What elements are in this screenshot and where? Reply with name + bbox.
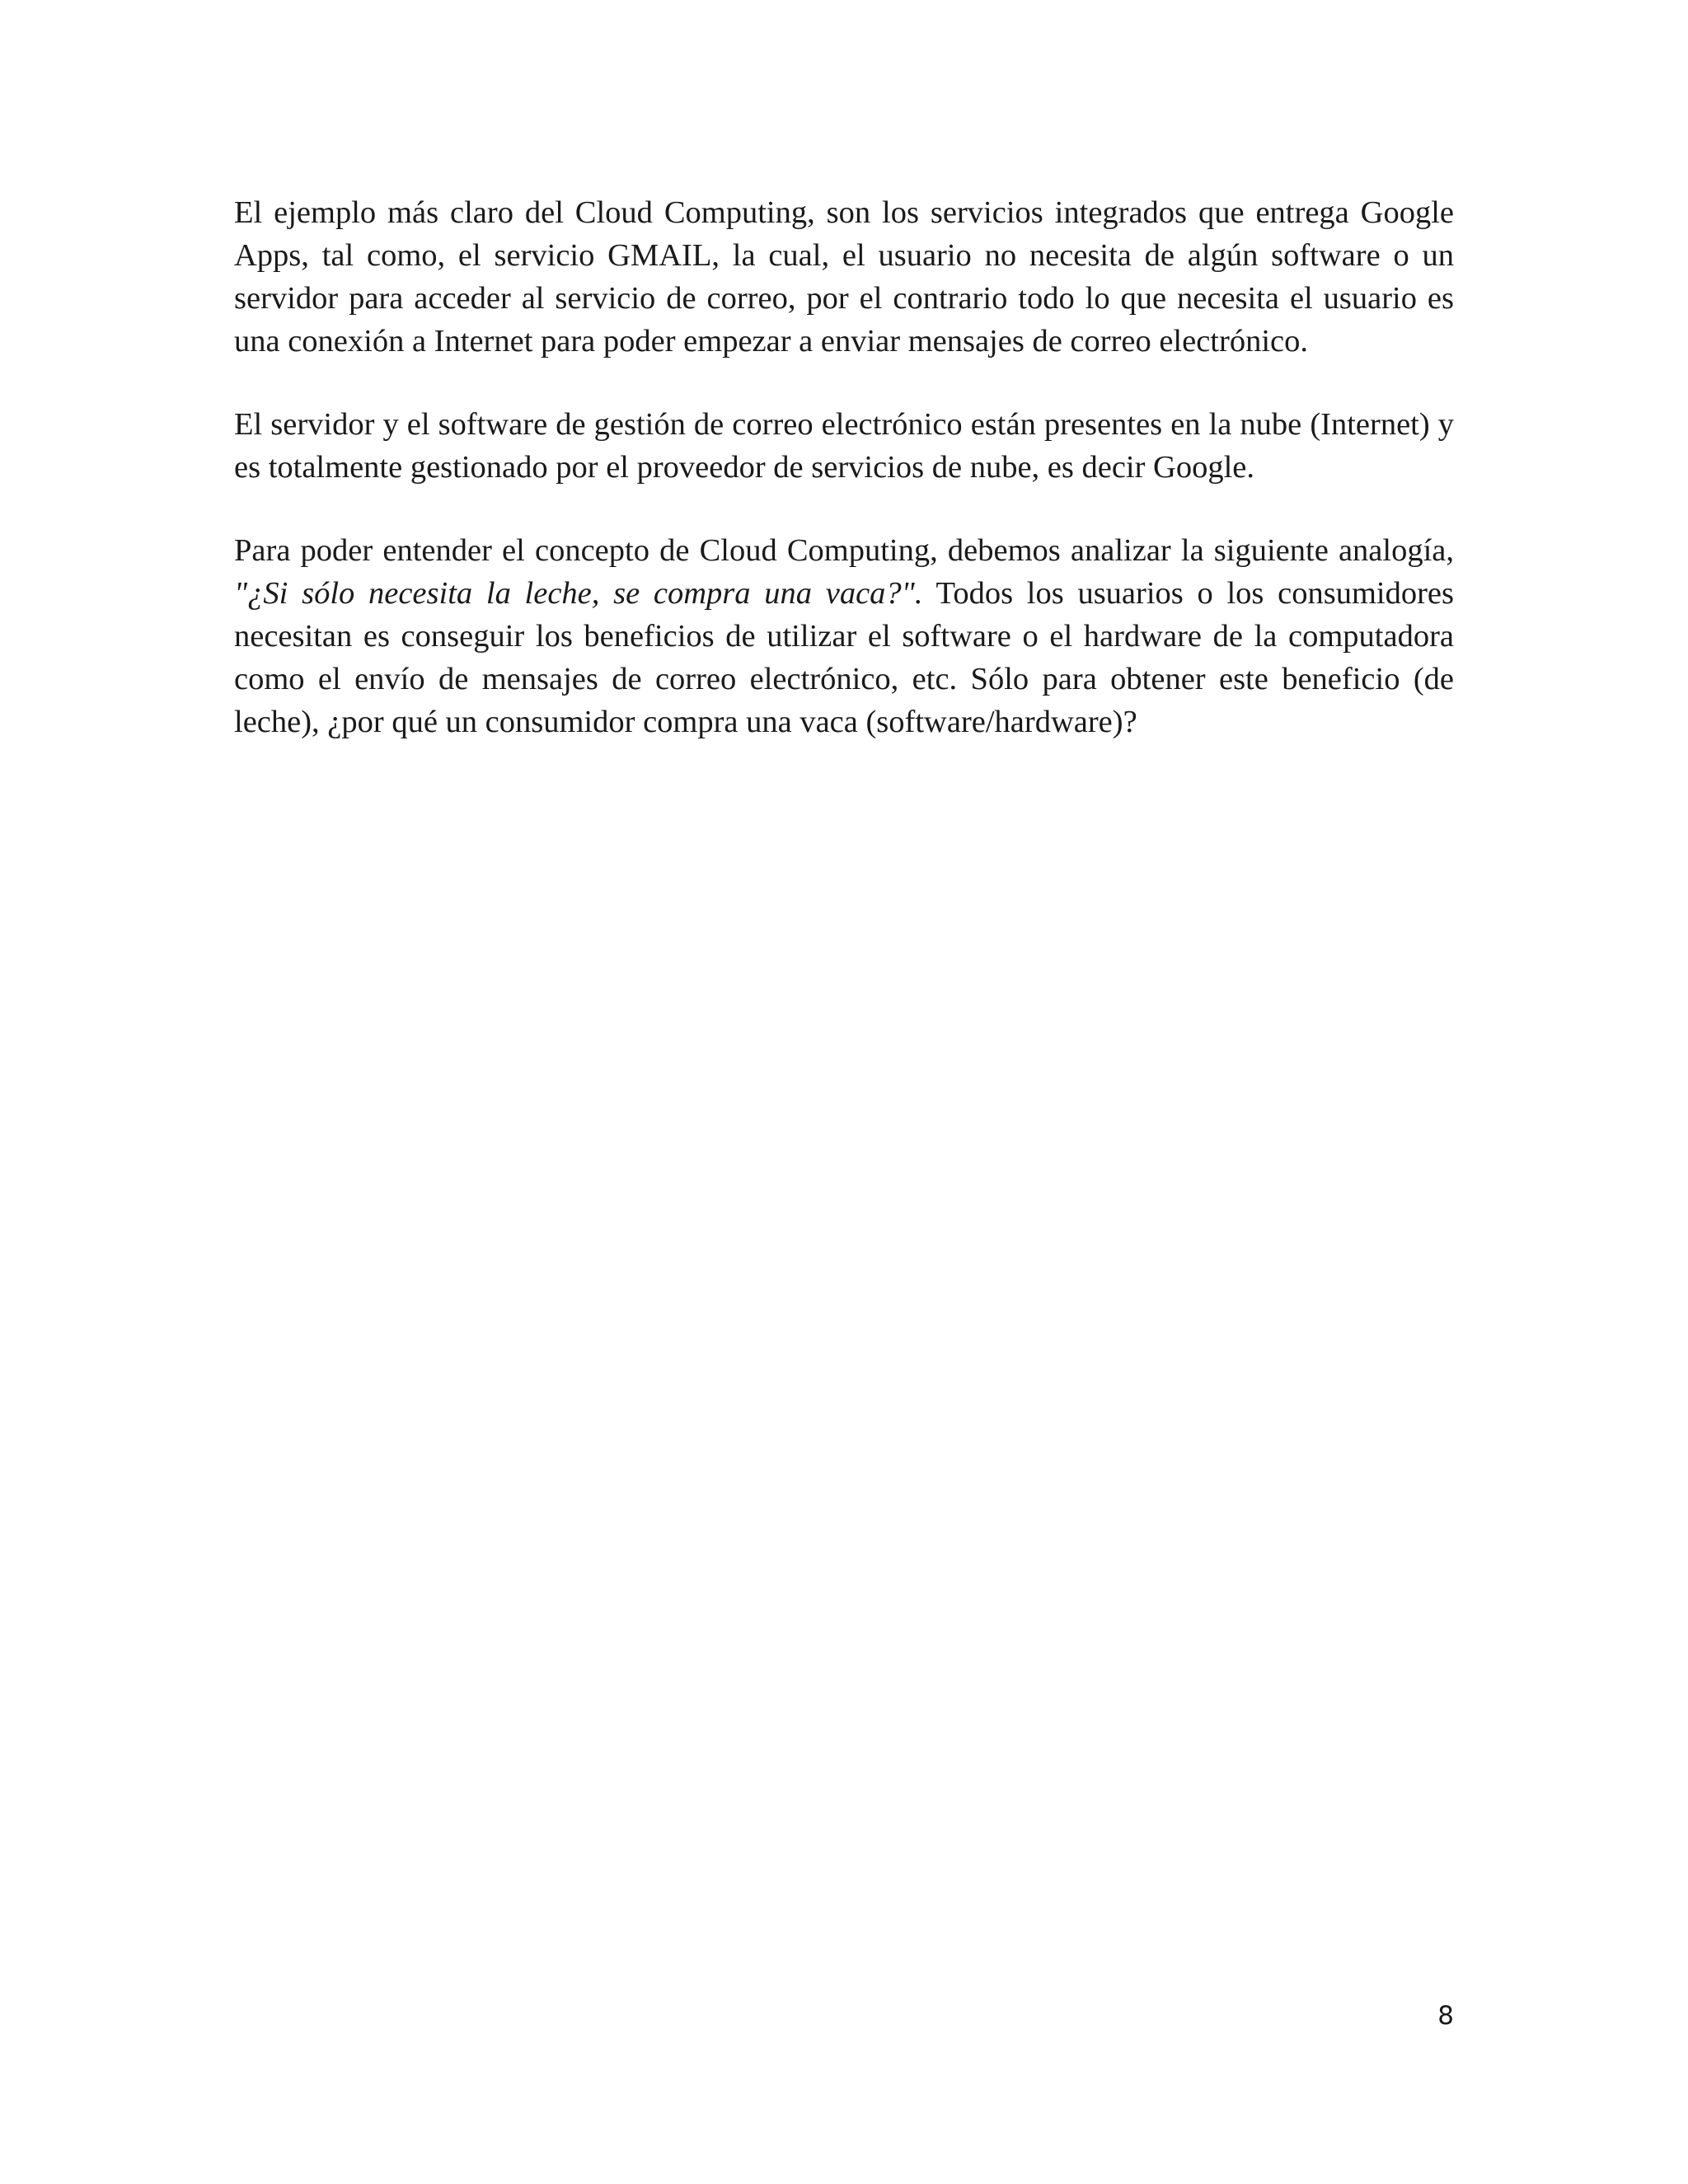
- paragraph-3-rest: Todos los usuarios o los consumidores necesitan es conseguir los beneficios de utilizar el software o el hardware de la computadora como el envío de mensajes de correo electrónico, etc. Sólo para obtener este beneficio (de leche), ¿por qué un consumidor compra una vaca (software/hardware)?: [234, 576, 1454, 739]
- paragraph-3-quote: "¿Si sólo necesita la leche, se compra una vaca?".: [234, 576, 923, 611]
- paragraph-3: [234, 529, 1454, 743]
- document-body: [234, 191, 1454, 784]
- paragraph-1: El ejemplo más claro del Cloud Computing, son los servicios integrados que entrega Google Apps, tal como, el servicio GMAIL, la cual, el usuario no necesita de algún software o un servidor para acceder al servicio de correo, por el contrario todo lo que necesita el usuario es una conexión a Internet para poder empezar a enviar mensajes de correo electrónico.: [234, 195, 1454, 359]
- paragraph-2: El servidor y el software de gestión de correo electrónico están presentes en la nube (Internet) y es totalmente gestionado por el proveedor de servicios de nube, es decir Google.: [234, 407, 1454, 485]
- page-number: 8: [1437, 2001, 1454, 2031]
- paragraph-3-intro: Para poder entender el concepto de Cloud Computing, debemos analizar la siguiente analogía,: [234, 533, 1454, 568]
